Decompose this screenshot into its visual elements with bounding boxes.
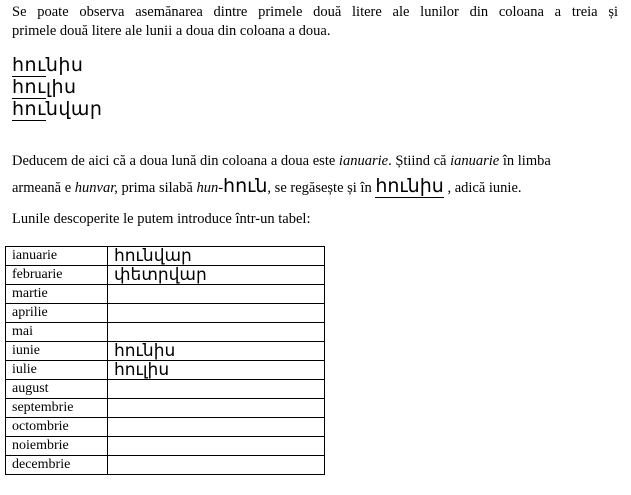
armenian-month: [108, 380, 325, 399]
table-row: [6, 399, 325, 418]
armenian-word-2: [12, 76, 77, 98]
armenian-month: հուլիս: [108, 361, 325, 380]
table-row: [6, 285, 325, 304]
romanian-month: iulie: [6, 361, 108, 380]
armenian-month: [108, 323, 325, 342]
table-row: [6, 437, 325, 456]
romanian-month: ianuarie: [6, 247, 108, 266]
romanian-month: august: [6, 380, 108, 399]
armenian-month: [108, 437, 325, 456]
armenian-month: [108, 418, 325, 437]
armenian-month: [108, 399, 325, 418]
months-table: [5, 246, 325, 475]
romanian-month: mai: [6, 323, 108, 342]
intro-paragraph: [12, 3, 618, 41]
armenian-month: փետրվար: [108, 266, 325, 285]
table-row: [6, 342, 325, 361]
deduction-paragraph: [12, 149, 618, 201]
armenian-hunis-underlined: հունիս: [375, 175, 444, 197]
intro-line-1: Se poate observa asemănarea dintre primele două litere ale lunilor din coloana a treia și: [12, 4, 618, 20]
table-row: [6, 323, 325, 342]
italic-ianuarie-2: ianuarie: [450, 153, 500, 169]
romanian-month: aprilie: [6, 304, 108, 323]
armenian-word-1: [12, 54, 83, 76]
italic-hun: hun-: [196, 180, 224, 196]
table-row: [6, 456, 325, 475]
deduction-text-7: , adică iunie.: [443, 180, 522, 196]
armenian-word-3: [12, 98, 102, 120]
table-intro: Lunile descoperite le putem introduce într-un tabel:: [12, 211, 311, 227]
romanian-month: septembrie: [6, 399, 108, 418]
armenian-month: [108, 285, 325, 304]
armenian-month: [108, 304, 325, 323]
armenian-month: հունիս: [108, 342, 325, 361]
armenian-month: [108, 456, 325, 475]
romanian-month: februarie: [6, 266, 108, 285]
word-rest: նվար: [45, 98, 103, 120]
romanian-month: martie: [6, 285, 108, 304]
word-rest: նիս: [45, 54, 84, 76]
word-rest: լիս: [45, 76, 77, 98]
table-row: [6, 304, 325, 323]
deduction-text-1: Deducem de aici că a doua lună din coloana a doua este: [12, 153, 339, 169]
underlined-prefix: հու: [12, 54, 46, 76]
deduction-text-5: prima silabă: [117, 180, 197, 196]
italic-hunvar: hunvar,: [74, 180, 118, 196]
armenian-month: հունվար: [108, 247, 325, 266]
table-row: [6, 380, 325, 399]
table-row: [6, 247, 325, 266]
armenian-hun: հուն: [223, 175, 268, 197]
deduction-line-2: [12, 174, 618, 201]
table-row: [6, 266, 325, 285]
table-row: [6, 418, 325, 437]
romanian-month: noiembrie: [6, 437, 108, 456]
deduction-text-6: , se regăsește și în: [267, 180, 376, 196]
intro-line-2: primele două litere ale lunii a doua din coloana a doua.: [12, 23, 331, 39]
table-row: [6, 361, 325, 380]
underlined-prefix: հու: [12, 98, 46, 120]
deduction-text-2: . Știind că: [388, 153, 451, 169]
romanian-month: decembrie: [6, 456, 108, 475]
underlined-prefix: հու: [12, 76, 46, 98]
deduction-text-4: armeană e: [12, 180, 75, 196]
deduction-text-3: în limba: [499, 153, 551, 169]
italic-ianuarie-1: ianuarie: [338, 153, 389, 169]
romanian-month: octombrie: [6, 418, 108, 437]
romanian-month: iunie: [6, 342, 108, 361]
